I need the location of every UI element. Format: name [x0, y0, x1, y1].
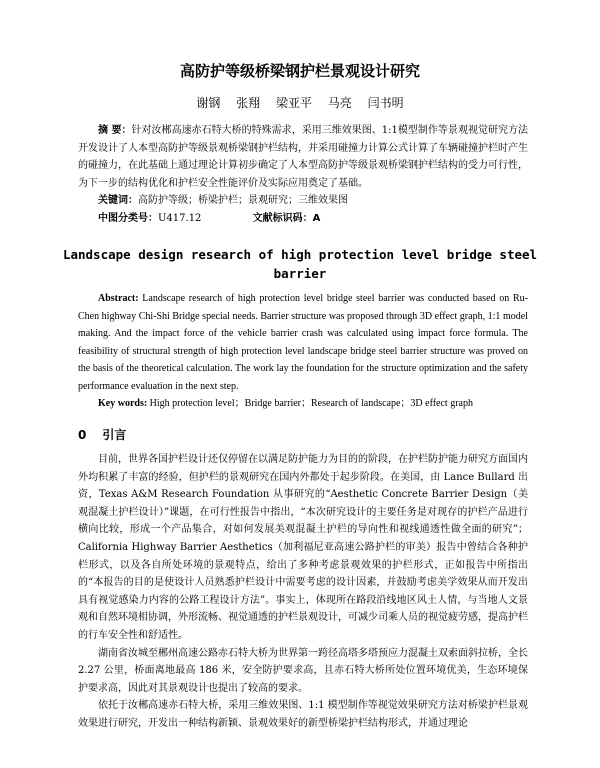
- section-title: 引言: [102, 428, 127, 442]
- section-number: 0: [78, 428, 87, 442]
- classification-label: 中图分类号：: [98, 212, 158, 224]
- abstract-en-label: Abstract:: [98, 293, 139, 304]
- body-text: [78, 451, 528, 733]
- body-paragraph: 湖南省汝城至郴州高速公路赤石特大桥为世界第一跨径高塔多塔预应力混凝土双索面斜拉桥，全长 2.27 公里，桥面离地最高 186 米，安全防护要求高，且赤石特大桥所处位置环境优美，生态环境保护要求高，因此对其景观设计也提出了较高的要求。: [78, 647, 528, 694]
- paper-title-cn: 高防护等级桥梁钢护栏景观设计研究: [179, 62, 420, 80]
- doc-code-value: A: [312, 212, 321, 224]
- keywords-cn-label: 关键词：: [98, 195, 138, 206]
- doc-code-label: 文献标识码：: [252, 212, 313, 224]
- classification-line: [98, 210, 528, 228]
- abstract-en-text: Landscape research of high protection level bridge steel barrier was conducted based on Ru-Chen highway Chi-Shi Bridge special needs. Barrier structure was proposed through 3D effect graph, 1:1 model making. And the impact force of the vehicle barrier crash was calculated using impact force formula. The feasibility of structural strength of high protection level landscape bridge steel barrier structure was proved on the basis of the theoretical calculation. The work lay the foundation for the structure optimization and the safety performance evaluation in the next step.: [78, 293, 528, 392]
- abstract-cn-block: [78, 122, 528, 227]
- body-paragraph: 目前，世界各国护栏设计还仅停留在以满足防护能力为目的的阶段，在护栏防护能力研究方面国内外均积累了丰富的经验，但护栏的景观研究在国内外都处于起步阶段。在美国，由 Lance Bullard 出资，Texas A&M Research Foundation 从事研究的“Aesthetic Concrete Barrier Design（美观混凝土护栏设计）”课题，在可行性报告中指出，“本次研究设计的主要任务是对现存的护栏产品进行横向比较，形成一个产品集合，对如何发展美观混凝土护栏的导向性和视线通透性做全面的研究”；California Highway Barrier Aesthetics（加利福尼亚高速公路护栏的审美）报告中曾结合各种护栏形式，以及各自所处环境的景观特点，给出了多种考虑景观效果的护栏形式，正如报告中所指出的“本报告的目的是使设计人员熟悉护栏设计中需要考虑的设计因素，并鼓励考虑美学效果从而开发出具有视觉感染力内容的公路工程设计方法”。事实上，体现所在路段沿线地区风土人情，与当地人文景观和自然环境相协调，外形流畅、视觉通透的护栏景观设计，可减少司乘人员的视觉疲劳感，提高护栏的行车安全性和舒适性。: [78, 454, 528, 641]
- section-heading-introduction: [78, 426, 126, 443]
- abstract-cn-text: 针对汝郴高速赤石特大桥的特殊需求，采用三维效果图、1:1模型制作等景观视觉研究方法开发设计了人本型高防护等级景观桥梁钢护栏结构，并采用碰撞力计算公式计算了车辆碰撞护栏时产生的碰撞力，在此基础上通过理论计算初步确定了人本型高防护等级景观桥梁钢护栏结构的受力可行性，为下一步的结构优化和护栏安全性能评价及实际应用奠定了基础。: [78, 125, 529, 189]
- author-list: 谢钢 张翔 梁亚平 马亮 闫书明: [196, 96, 404, 110]
- keywords-cn-line: [98, 192, 528, 210]
- paper-title-en: Landscape design research of high protection level bridge steel barrier: [62, 247, 538, 281]
- keywords-en-line: [98, 395, 528, 413]
- keywords-cn-text: 高防护等级；桥梁护栏；景观研究；三维效果图: [138, 195, 348, 206]
- abstract-en-block: [78, 290, 528, 413]
- keywords-en-label: Key words:: [98, 398, 148, 409]
- abstract-cn-label: 摘 要：: [98, 125, 132, 136]
- classification-value: U417.12: [158, 212, 202, 224]
- keywords-en-text: High protection level；Bridge barrier；Research of landscape；3D effect graph: [147, 398, 473, 409]
- body-paragraph: 依托于汝郴高速赤石特大桥，采用三维效果图、1:1 模型制作等视觉效果研究方法对桥梁护栏景观效果进行研究，开发出一种结构新颖、景观效果好的新型桥梁护栏结构形式，并通过理论: [78, 700, 528, 729]
